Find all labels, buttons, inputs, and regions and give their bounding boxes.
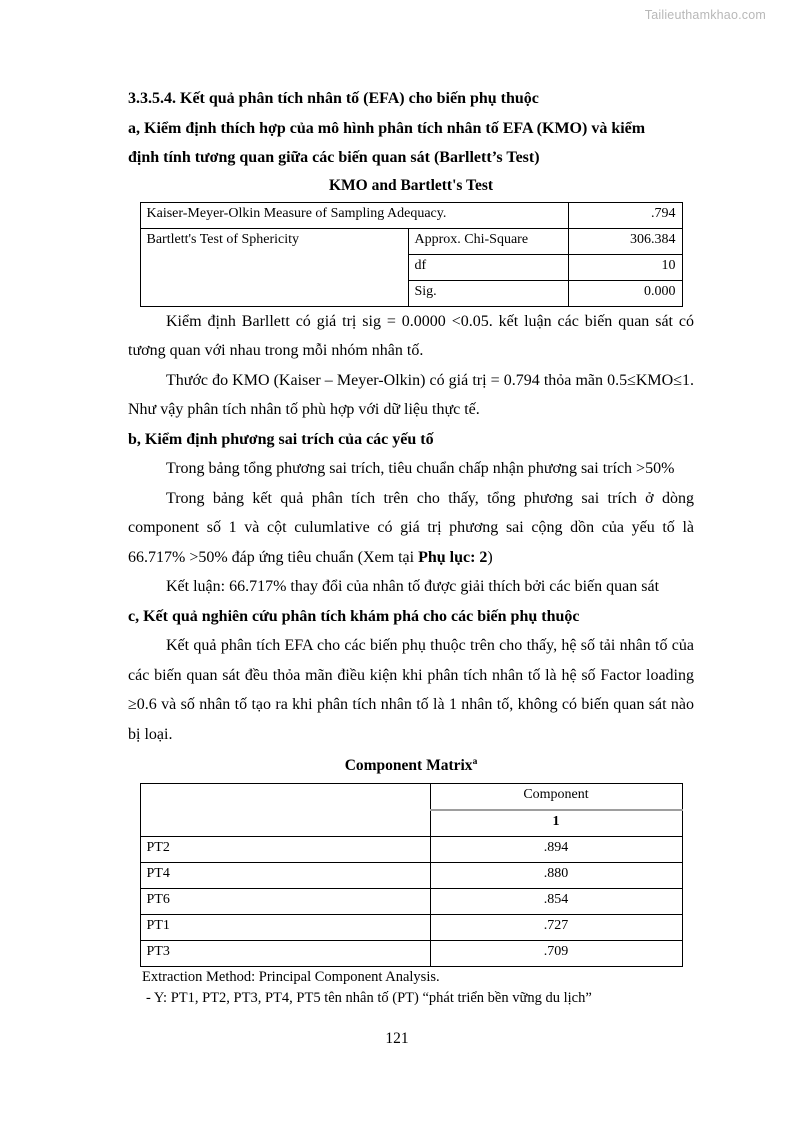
component-matrix-column-header: 1 bbox=[430, 810, 682, 837]
heading-section-a-line1: a, Kiểm định thích hợp của mô hình phân tích nhân tố EFA (KMO) và kiểm bbox=[128, 119, 646, 137]
component-matrix-loading: .854 bbox=[430, 889, 682, 915]
kmo-measure-value: .794 bbox=[568, 202, 682, 228]
table-row bbox=[140, 837, 682, 863]
component-matrix-title bbox=[128, 749, 694, 779]
bartlett-sig-label: Sig. bbox=[408, 280, 568, 306]
heading-section-a-line2: định tính tương quan giữa các biến quan sát (Barllett’s Test) bbox=[128, 149, 540, 166]
component-matrix-corner-top bbox=[140, 784, 430, 811]
table-row bbox=[140, 915, 682, 941]
bartlett-chisquare-value: 306.384 bbox=[568, 228, 682, 254]
component-matrix-loading: .727 bbox=[430, 915, 682, 941]
heading-section-c: c, Kết quả nghiên cứu phân tích khám phá cho các biến phụ thuộc bbox=[128, 607, 580, 625]
extraction-method-note: Extraction Method: Principal Component Analysis. bbox=[142, 969, 440, 986]
bartlett-sig-value: 0.000 bbox=[568, 280, 682, 306]
component-matrix-title-text: Component Matrix bbox=[344, 757, 473, 775]
bartlett-df-label: df bbox=[408, 254, 568, 280]
component-matrix-loading: .709 bbox=[430, 941, 682, 967]
heading-section-b: b, Kiểm định phương sai trích của các yếu tố bbox=[128, 430, 434, 448]
component-matrix-corner-bottom bbox=[140, 810, 430, 837]
component-matrix-item: PT1 bbox=[140, 915, 430, 941]
page-content bbox=[128, 84, 694, 1009]
paragraph-cumulative-variance bbox=[128, 484, 694, 573]
component-matrix-group-header: Component bbox=[430, 784, 682, 811]
paragraph-kmo-value: Thước đo KMO (Kaiser – Meyer-Olkin) có giá trị = 0.794 thỏa mãn 0.5≤KMO≤1. Như vậy phân tích nhân tố phù hợp với dữ liệu thực tế. bbox=[128, 371, 694, 418]
kmo-table-wrapper bbox=[128, 202, 694, 307]
component-matrix-item: PT3 bbox=[140, 941, 430, 967]
component-matrix-item: PT4 bbox=[140, 863, 430, 889]
paragraph-efa-results: Kết quả phân tích EFA cho các biến phụ thuộc trên cho thấy, hệ số tải nhân tố của các biến quan sát đều thỏa mãn điều kiện khi phân tích nhân tố là hệ số Factor loading ≥0.6 và số nhân tố tạo ra khi phân tích nhân tố là 1 nhân tố, không có biến quan sát nào bị loại. bbox=[128, 637, 694, 743]
table-row bbox=[140, 889, 682, 915]
table-row bbox=[140, 202, 682, 228]
page-number: 121 bbox=[385, 1030, 409, 1047]
paragraph-variance-standard: Trong bảng tổng phương sai trích, tiêu chuẩn chấp nhận phương sai trích >50% bbox=[166, 460, 675, 477]
component-matrix-wrapper bbox=[128, 783, 694, 967]
table-row bbox=[140, 228, 682, 254]
paragraph-cumulative-variance-part1: Trong bảng kết quả phân tích trên cho thấy, tổng phương sai trích ở dòng component số 1 và cột culumlative có giá trị phương sai cộng dồn của yếu tố là 66.717% >50% đáp ứng tiêu chuẩn (Xem tại bbox=[128, 489, 694, 566]
appendix-reference: Phụ lục: 2 bbox=[418, 548, 488, 566]
component-matrix-title-superscript: a bbox=[472, 757, 478, 767]
heading-section-3-3-5-4: 3.3.5.4. Kết quả phân tích nhân tố (EFA) cho biến phụ thuộc bbox=[128, 90, 539, 107]
site-watermark: Tailieuthamkhao.com bbox=[644, 8, 766, 22]
bartlett-df-value: 10 bbox=[568, 254, 682, 280]
component-matrix-item: PT6 bbox=[140, 889, 430, 915]
paragraph-bartlett-conclusion: Kiểm định Barllett có giá trị sig = 0.0000 <0.05. kết luận các biến quan sát có tương quan với nhau trong mỗi nhóm nhân tố. bbox=[128, 312, 694, 359]
kmo-and-bartletts-test-table bbox=[140, 202, 683, 307]
table-row bbox=[140, 784, 682, 811]
component-matrix-item: PT2 bbox=[140, 837, 430, 863]
table-row bbox=[140, 941, 682, 967]
paragraph-variance-conclusion: Kết luận: 66.717% thay đổi của nhân tố được giải thích bởi các biến quan sát bbox=[166, 578, 660, 595]
component-matrix-loading: .894 bbox=[430, 837, 682, 863]
factor-name-note: - Y: PT1, PT2, PT3, PT4, PT5 tên nhân tố (PT) “phát triển bền vững du lịch” bbox=[146, 990, 592, 1007]
paragraph-cumulative-variance-part2: ) bbox=[487, 548, 493, 566]
table-row bbox=[140, 863, 682, 889]
component-matrix-loading: .880 bbox=[430, 863, 682, 889]
bartlett-test-label: Bartlett's Test of Sphericity bbox=[140, 228, 408, 306]
bartlett-chisquare-label: Approx. Chi-Square bbox=[408, 228, 568, 254]
kmo-measure-label: Kaiser-Meyer-Olkin Measure of Sampling Adequacy. bbox=[140, 202, 568, 228]
component-matrix-table bbox=[140, 783, 683, 967]
kmo-table-title: KMO and Bartlett's Test bbox=[328, 176, 494, 194]
table-row bbox=[140, 810, 682, 837]
